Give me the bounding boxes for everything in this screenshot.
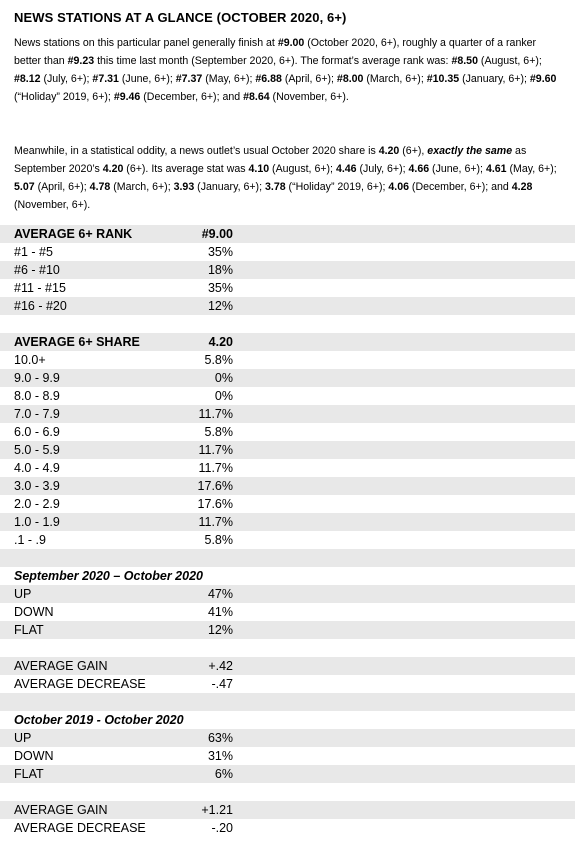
paragraph2-segment: (August, 6+); xyxy=(269,163,336,175)
row-value: 63% xyxy=(207,731,233,745)
paragraph1-segment: #9.00 xyxy=(277,37,305,49)
paragraph1-segment: (March, 6+); xyxy=(363,73,427,85)
paragraph1-segment: (June, 6+); xyxy=(118,73,176,85)
paragraph1-segment: (August, 6+); xyxy=(477,55,542,67)
row-value: 11.7% xyxy=(198,461,233,475)
paragraph2-segment: 3.78 xyxy=(264,181,286,193)
row-label: 10.0+ xyxy=(14,353,46,367)
spacer-row xyxy=(0,783,575,801)
row-label: 4.0 - 4.9 xyxy=(14,461,60,475)
paragraph1-segment: (April, 6+); xyxy=(281,73,337,85)
paragraph2-segment: (April, 6+); xyxy=(34,181,90,193)
row-label: #6 - #10 xyxy=(14,263,60,277)
table-row xyxy=(0,603,575,621)
paragraph2-segment: (November, 6+). xyxy=(14,199,91,211)
row-value: 11.7% xyxy=(198,407,233,421)
spacer-row xyxy=(0,549,575,567)
row-label: 9.0 - 9.9 xyxy=(14,371,60,385)
table-row xyxy=(0,531,575,549)
paragraph2-segment: (“Holiday” 2019, 6+); xyxy=(285,181,389,193)
paragraph1-segment: (January, 6+); xyxy=(459,73,530,85)
row-value: 12% xyxy=(207,623,233,637)
table-row xyxy=(0,477,575,495)
row-label: UP xyxy=(14,587,32,601)
row-label: AVERAGE 6+ SHARE xyxy=(14,335,140,349)
row-label: AVERAGE GAIN xyxy=(14,803,108,817)
row-label: 3.0 - 3.9 xyxy=(14,479,60,493)
paragraph2-segment: 4.06 xyxy=(388,181,409,193)
paragraph1-segment: (October 2020, 6+), roughly a quarter of a ranker better than xyxy=(14,37,537,67)
table-row xyxy=(0,621,575,639)
paragraph2-segment: (July, 6+); xyxy=(356,163,409,175)
paragraph1-segment: (December, 6+); and xyxy=(140,91,244,103)
paragraph2-segment: (March, 6+); xyxy=(110,181,174,193)
table-row xyxy=(0,513,575,531)
table-row xyxy=(0,405,575,423)
table-row xyxy=(0,279,575,297)
row-label: AVERAGE GAIN xyxy=(14,659,108,673)
row-value: 11.7% xyxy=(198,443,233,457)
section-heading-row xyxy=(0,711,575,729)
spacer-row xyxy=(0,693,575,711)
row-value: 47% xyxy=(207,587,233,601)
paragraph1-segment: #8.64 xyxy=(243,91,270,103)
paragraph2-segment: 3.93 xyxy=(173,181,195,193)
row-value: -.20 xyxy=(211,821,233,835)
spacer-row xyxy=(0,639,575,657)
table-header-row xyxy=(0,225,575,243)
row-label: 7.0 - 7.9 xyxy=(14,407,60,421)
paragraph1-segment: (November, 6+). xyxy=(269,91,349,103)
row-value: +.42 xyxy=(208,659,233,673)
table-row xyxy=(0,819,575,837)
paragraph1-segment: #10.35 xyxy=(426,73,460,85)
paragraph2-segment: 4.10 xyxy=(248,163,270,175)
table-row xyxy=(0,441,575,459)
paragraph2-segment: 4.28 xyxy=(511,181,533,193)
row-label: 1.0 - 1.9 xyxy=(14,515,60,529)
row-value: 18% xyxy=(207,263,233,277)
row-value: 0% xyxy=(214,389,233,403)
paragraph2-segment: (December, 6+); and xyxy=(408,181,512,193)
paragraph2-segment: (January, 6+); xyxy=(194,181,265,193)
paragraph1-segment: #9.23 xyxy=(67,55,95,67)
paragraph1-segment: #7.31 xyxy=(92,73,119,85)
paragraph1-segment: #7.37 xyxy=(175,73,203,85)
table-row xyxy=(0,675,575,693)
row-label: 5.0 - 5.9 xyxy=(14,443,60,457)
table-row xyxy=(0,351,575,369)
row-label: #11 - #15 xyxy=(14,281,66,295)
table-row xyxy=(0,585,575,603)
row-label: 6.0 - 6.9 xyxy=(14,425,60,439)
row-value: 17.6% xyxy=(197,479,233,493)
paragraph2-segment: 4.66 xyxy=(408,163,430,175)
paragraph2-segment: (May, 6+); xyxy=(506,163,557,175)
paragraph2-segment: 4.20 xyxy=(102,163,124,175)
row-label: AVERAGE DECREASE xyxy=(14,677,146,691)
paragraph1-segment: #9.46 xyxy=(113,91,141,103)
spacer-row xyxy=(0,315,575,333)
table-row xyxy=(0,297,575,315)
row-value: 0% xyxy=(214,371,233,385)
table-row xyxy=(0,801,575,819)
paragraph1-segment: (July, 6+); xyxy=(40,73,93,85)
stats-table xyxy=(0,225,575,837)
row-label: 8.0 - 8.9 xyxy=(14,389,60,403)
paragraph1-segment: (May, 6+); xyxy=(202,73,256,85)
table-header-row xyxy=(0,333,575,351)
paragraph1-segment: News stations on this particular panel generally finish at xyxy=(14,37,278,49)
paragraph2-segment: (6+), xyxy=(399,145,428,157)
table-row xyxy=(0,495,575,513)
paragraph-rank-summary xyxy=(14,34,564,106)
table-row xyxy=(0,387,575,405)
table-row xyxy=(0,261,575,279)
row-value: 35% xyxy=(207,281,233,295)
table-row xyxy=(0,243,575,261)
row-label: September 2020 – October 2020 xyxy=(14,569,203,583)
row-label: 2.0 - 2.9 xyxy=(14,497,60,511)
row-value: 5.8% xyxy=(204,353,233,367)
paragraph2-segment: as September 2020’s xyxy=(14,145,527,175)
row-label: UP xyxy=(14,731,32,745)
row-label: DOWN xyxy=(14,605,54,619)
row-value: 11.7% xyxy=(198,515,233,529)
row-value: 5.8% xyxy=(204,425,233,439)
row-label: DOWN xyxy=(14,749,54,763)
paragraph2-segment: 5.07 xyxy=(14,181,35,193)
row-value: 35% xyxy=(207,245,233,259)
table-row xyxy=(0,765,575,783)
paragraph1-segment: #8.12 xyxy=(14,73,41,85)
paragraph2-segment: Meanwhile, in a statistical oddity, a news outlet’s usual October 2020 share is xyxy=(14,145,379,157)
row-label: AVERAGE DECREASE xyxy=(14,821,146,835)
page-title: NEWS STATIONS AT A GLANCE (OCTOBER 2020, 6+) xyxy=(14,10,347,25)
paragraph2-segment: (6+). Its average stat was xyxy=(123,163,249,175)
row-value: #9.00 xyxy=(201,227,233,241)
paragraph-share-summary xyxy=(14,142,564,214)
paragraph2-segment: exactly the same xyxy=(427,145,513,157)
paragraph1-segment: #6.88 xyxy=(255,73,282,85)
row-label: AVERAGE 6+ RANK xyxy=(14,227,133,241)
paragraph1-segment: #8.00 xyxy=(336,73,364,85)
row-value: 5.8% xyxy=(204,533,233,547)
row-label: #16 - #20 xyxy=(14,299,67,313)
paragraph2-segment: 4.20 xyxy=(378,145,400,157)
row-label: .1 - .9 xyxy=(14,533,46,547)
row-label: FLAT xyxy=(14,767,44,781)
row-value: 17.6% xyxy=(197,497,233,511)
row-value: 12% xyxy=(207,299,233,313)
row-value: 4.20 xyxy=(208,335,233,349)
row-value: -.47 xyxy=(211,677,233,691)
table-row xyxy=(0,369,575,387)
row-value: 41% xyxy=(207,605,233,619)
paragraph2-segment: 4.78 xyxy=(89,181,111,193)
row-label: October 2019 - October 2020 xyxy=(14,713,184,727)
paragraph2-segment: (June, 6+); xyxy=(429,163,486,175)
row-label: FLAT xyxy=(14,623,44,637)
paragraph1-segment: #8.50 xyxy=(451,55,478,67)
row-label: #1 - #5 xyxy=(14,245,53,259)
table-row xyxy=(0,459,575,477)
table-row xyxy=(0,729,575,747)
table-row xyxy=(0,423,575,441)
paragraph1-segment: this time last month (September 2020, 6+). The format’s average rank was: xyxy=(94,55,452,67)
paragraph1-segment: #9.60 xyxy=(529,73,557,85)
table-row xyxy=(0,657,575,675)
paragraph2-segment: 4.46 xyxy=(335,163,357,175)
row-value: 31% xyxy=(207,749,233,763)
table-row xyxy=(0,747,575,765)
section-heading-row xyxy=(0,567,575,585)
paragraph2-segment: 4.61 xyxy=(485,163,507,175)
paragraph1-segment: (“Holiday” 2019, 6+); xyxy=(14,91,114,103)
row-value: 6% xyxy=(214,767,233,781)
row-value: +1.21 xyxy=(201,803,233,817)
